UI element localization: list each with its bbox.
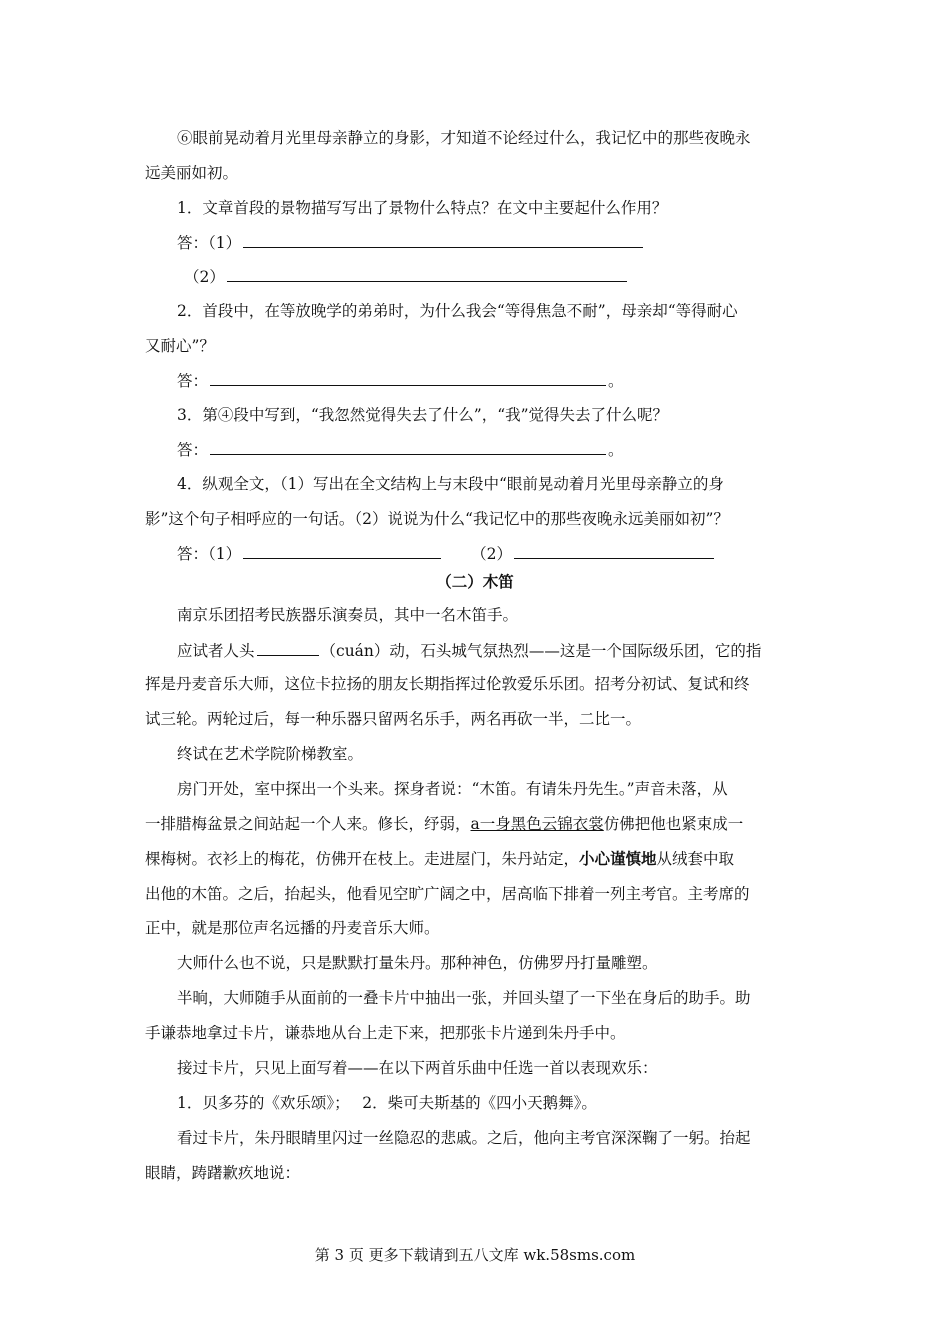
- text-run: 棵梅树。衣衫上的梅花，仿佛开在枝上。走进屋门，朱丹站定，: [145, 850, 580, 868]
- paragraph-line: 挥是丹麦音乐大师，这位卡拉扬的朋友长期指挥过伦敦爱乐乐团。招考分初试、复试和终: [145, 675, 750, 693]
- text-run: 从绒套中取: [656, 850, 735, 868]
- paragraph-line: 终试在艺术学院阶梯教室。: [177, 745, 364, 763]
- answer-2: [177, 370, 624, 391]
- text-run: 仿佛把他也紧束成一: [603, 815, 744, 833]
- paragraph-line: 试三轮。两轮过后，每一种乐器只留两名乐手，两名再砍一半，二比一。: [145, 710, 642, 728]
- paragraph-line: 手谦恭地拿过卡片，谦恭地从台上走下来，把那张卡片递到朱丹手中。: [145, 1024, 626, 1042]
- part-2-label: （2）: [184, 268, 225, 286]
- period: 。: [608, 441, 624, 459]
- underlined-phrase: a一身黑色云锦衣裳: [470, 815, 604, 833]
- answer-label: 答：: [177, 372, 209, 390]
- paragraph-line: [177, 640, 761, 661]
- question-2-line-2: 又耐心”？: [145, 337, 215, 355]
- paragraph-6-line-2: 远美丽如初。: [145, 164, 239, 182]
- answer-1-part-1: [177, 232, 645, 253]
- fill-blank[interactable]: [257, 640, 319, 656]
- paragraph-line: 正中，就是那位声名远播的丹麦音乐大师。: [145, 919, 440, 937]
- part-1-label: （1）: [208, 545, 242, 563]
- answer-4: [177, 543, 716, 564]
- answer-label: 答：: [177, 234, 209, 252]
- paragraph-line: 眼睛，踌躇歉疚地说：: [145, 1164, 301, 1182]
- answer-1-part-2: [184, 266, 629, 287]
- paragraph-line: 半晌，大师随手从面前的一叠卡片中抽出一张，并回头望了一下坐在身后的助手。助: [177, 989, 751, 1007]
- answer-label: 答：: [177, 441, 209, 459]
- paragraph-line: 房门开处，室中探出一个头来。探身者说：“木笛。有请朱丹先生。”声音未落，从: [177, 780, 728, 798]
- question-2-line-1: 2．首段中，在等放晚学的弟弟时，为什么我会“等得焦急不耐”，母亲却“等得耐心: [177, 302, 738, 320]
- bold-phrase: 小心谨慎地: [579, 849, 657, 868]
- text-run: 应试者人头: [177, 642, 255, 660]
- paragraph-line: 接过卡片，只见上面写着——在以下两首乐曲中任选一首以表现欢乐：: [177, 1059, 658, 1077]
- paragraph-line: 南京乐团招考民族器乐演奏员，其中一名木笛手。: [177, 606, 519, 624]
- paragraph-line: [145, 814, 743, 834]
- answer-blank[interactable]: [243, 543, 441, 559]
- text-run: （cuán）动，石头城气氛热烈——这是一个国际级乐团，它的指: [320, 642, 762, 660]
- answer-blank[interactable]: [210, 370, 606, 386]
- paragraph-6-line-1: ⑥眼前晃动着月光里母亲静立的身影，才知道不论经过什么，我记忆中的那些夜晚永: [177, 129, 751, 147]
- paragraph-line: 看过卡片，朱丹眼睛里闪过一丝隐忍的悲戚。之后，他向主考官深深鞠了一躬。抬起: [177, 1129, 751, 1147]
- answer-label: 答：: [177, 545, 209, 563]
- question-3: 3．第④段中写到，“我忽然觉得失去了什么”，“我”觉得失去了什么呢？: [177, 406, 669, 424]
- paragraph-line: 大师什么也不说，只是默默打量朱丹。那种神色，仿佛罗丹打量雕塑。: [177, 954, 658, 972]
- paragraph-line: 1．贝多芬的《欢乐颂》； 2．柴可夫斯基的《四小天鹅舞》。: [177, 1094, 597, 1112]
- answer-blank[interactable]: [243, 232, 643, 248]
- answer-blank[interactable]: [210, 439, 606, 455]
- text-run: 一排腊梅盆景之间站起一个人来。修长，纾弱，: [145, 815, 471, 833]
- answer-blank[interactable]: [514, 543, 714, 559]
- answer-blank[interactable]: [227, 266, 627, 282]
- question-4-line-2: 影”这个句子相呼应的一句话。（2）说说为什么“我记忆中的那些夜晚永远美丽如初”？: [145, 510, 729, 528]
- part-2-label: （2）: [471, 545, 513, 563]
- paragraph-line: 出他的木笛。之后，抬起头，他看见空旷广阔之中，居高临下排着一列主考官。主考席的: [145, 885, 750, 903]
- period: 。: [608, 372, 624, 390]
- answer-3: [177, 439, 624, 460]
- section-title: （二）木笛: [436, 572, 514, 591]
- question-1: 1．文章首段的景物描写写出了景物什么特点？在文中主要起什么作用？: [177, 199, 668, 217]
- paragraph-line: [145, 849, 734, 869]
- part-1-label: （1）: [208, 234, 242, 252]
- question-4-line-1: 4．纵观全文，（1）写出在全文结构上与末段中“眼前晃动着月光里母亲静立的身: [177, 475, 724, 493]
- page-footer: 第 3 页 更多下载请到五八文库 wk.58sms.com: [314, 1246, 636, 1264]
